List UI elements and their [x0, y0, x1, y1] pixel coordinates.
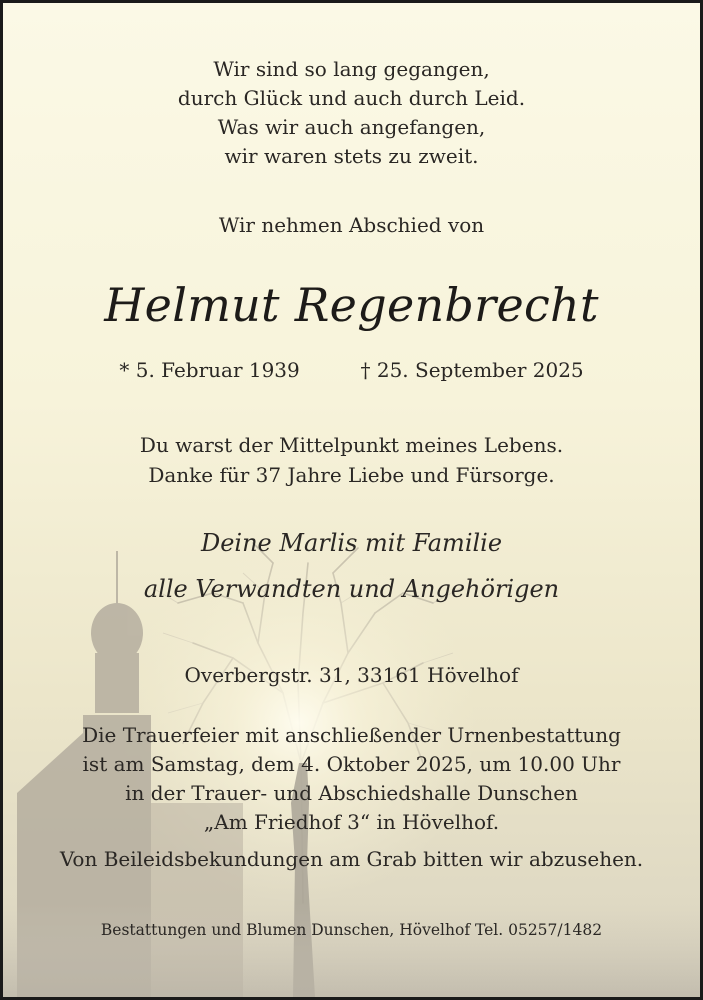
life-dates	[3, 358, 700, 382]
tribute-line-1: Du warst der Mittelpunkt meines Lebens.	[139, 433, 564, 457]
poem-line-4: wir waren stets zu zweit.	[224, 144, 479, 168]
deceased-name: Helmut Regenbrecht	[104, 278, 599, 332]
address: Overbergstr. 31, 33161 Hövelhof	[184, 663, 519, 687]
mourners-line-2: alle Verwandten und Angehörigen	[143, 575, 560, 603]
tribute-line-2: Danke für 37 Jahre Liebe und Fürsorge.	[148, 463, 555, 487]
poem-line-1: Wir sind so lang gegangen,	[213, 57, 490, 81]
ceremony-line-3: in der Trauer- und Abschiedshalle Dunschen	[125, 781, 578, 805]
poem-line-3: Was wir auch angefangen,	[217, 115, 486, 139]
death-date: † 25. September 2025	[360, 358, 584, 382]
funeral-home-info: Bestattungen und Blumen Dunschen, Hövelhof Tel. 05257/1482	[100, 921, 603, 939]
birth-date: * 5. Februar 1939	[119, 358, 300, 382]
farewell-intro: Wir nehmen Abschied von	[218, 213, 485, 237]
poem-line-2: durch Glück und auch durch Leid.	[177, 86, 526, 110]
ceremony-line-2: ist am Samstag, dem 4. Oktober 2025, um 10.00 Uhr	[82, 752, 621, 776]
condolence-note: Von Beileidsbekundungen am Grab bitten wir abzusehen.	[59, 847, 644, 871]
ceremony-line-1: Die Trauerfeier mit anschließender Urnenbestattung	[82, 723, 621, 747]
mourners-line-1: Deine Marlis mit Familie	[200, 529, 503, 557]
ceremony-line-4: „Am Friedhof 3“ in Hövelhof.	[203, 810, 500, 834]
